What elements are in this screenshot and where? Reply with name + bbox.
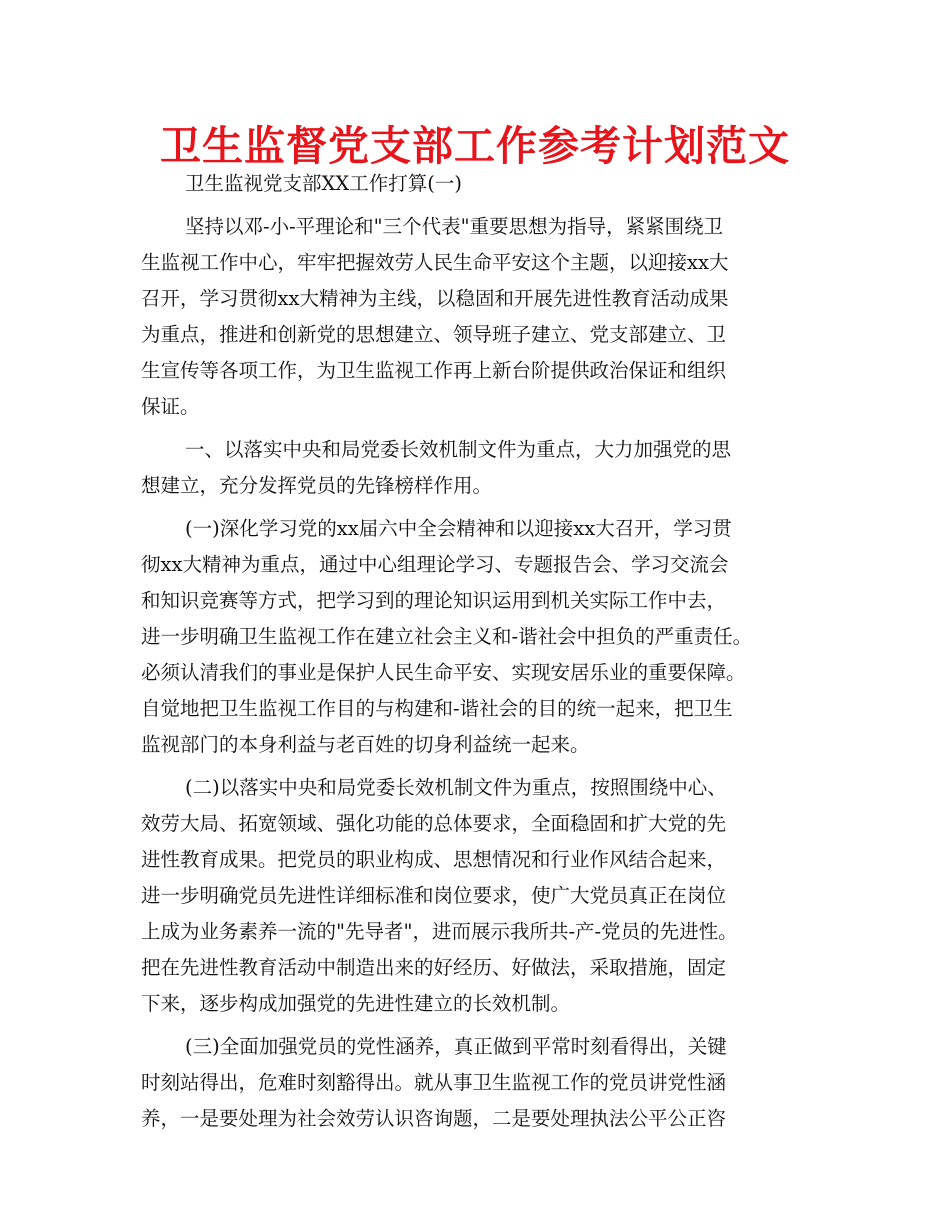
- paragraph: [141, 511, 809, 763]
- paragraph-line: 彻xx大精神为重点，通过中心组理论学习、专题报告会、学习交流会: [141, 553, 729, 576]
- paragraph-line: (三)全面加强党员的党性涵养，真正做到平常时刻看得出，关键: [185, 1035, 727, 1058]
- paragraph-line: 上成为业务素养一流的"先导者"，进而展示我所共-产-党员的先进性。: [141, 920, 738, 943]
- paragraph-line: 把在先进性教育活动中制造出来的好经历、好做法，采取措施，固定: [141, 956, 727, 979]
- paragraph: [141, 432, 809, 504]
- paragraph-line: 生监视工作中心，牢牢把握效劳人民生命平安这个主题，以迎接xx大: [141, 251, 729, 274]
- paragraph-line: 保证。: [141, 395, 200, 418]
- paragraph-line: 想建立，充分发挥党员的先锋榜样作用。: [141, 474, 493, 497]
- paragraph: [141, 209, 809, 425]
- paragraph: [141, 770, 809, 1022]
- paragraph-line: 为重点，推进和创新党的思想建立、领导班子建立、党支部建立、卫: [141, 323, 727, 346]
- paragraph-line: 下来，逐步构成加强党的先进性建立的长效机制。: [141, 992, 571, 1015]
- paragraph-line: (一)深化学习党的xx届六中全会精神和以迎接xx大召开，学习贯: [185, 517, 732, 540]
- paragraph-line: (二)以落实中央和局党委长效机制文件为重点，按照围绕中心、: [185, 776, 727, 799]
- paragraph-line: 自觉地把卫生监视工作目的与构建和-谐社会的目的统一起来，把卫生: [141, 697, 733, 720]
- document-title: 卫生监督党支部工作参考计划范文: [160, 122, 790, 170]
- paragraph-line: 效劳大局、拓宽领域、强化功能的总体要求，全面稳固和扩大党的先: [141, 812, 727, 835]
- paragraph-line: 一、以落实中央和局党委长效机制文件为重点，大力加强党的思: [185, 438, 732, 461]
- paragraph-line: 养，一是要处理为社会效劳认识咨询题，二是要处理执法公平公正咨: [141, 1107, 727, 1130]
- paragraph-line: 和知识竞赛等方式，把学习到的理论知识运用到机关实际工作中去，: [141, 589, 727, 612]
- paragraph-line: 召开，学习贯彻xx大精神为主线，以稳固和开展先进性教育活动成果: [141, 287, 729, 310]
- paragraph-line: 进一步明确党员先进性详细标准和岗位要求，使广大党员真正在岗位: [141, 884, 727, 907]
- paragraph: [141, 1029, 809, 1137]
- paragraph-line: 进一步明确卫生监视工作在建立社会主义和-谐社会中担负的严重责任。: [141, 625, 753, 648]
- document-body: [141, 166, 809, 1137]
- document-subtitle: 卫生监视党支部XX工作打算(一): [185, 172, 462, 195]
- paragraph-line: 必须认清我们的事业是保护人民生命平安、实现安居乐业的重要保障。: [141, 661, 746, 684]
- paragraph-line: 进性教育成果。把党员的职业构成、思想情况和行业作风结合起来，: [141, 848, 727, 871]
- paragraph-line: 坚持以邓-小-平理论和"三个代表"重要思想为指导，紧紧围绕卫: [185, 215, 724, 238]
- paragraph-line: 生宣传等各项工作，为卫生监视工作再上新台阶提供政治保证和组织: [141, 359, 727, 382]
- paragraph-line: 监视部门的本身利益与老百姓的切身利益统一起来。: [141, 733, 590, 756]
- paragraph-line: 时刻站得出，危难时刻豁得出。就从事卫生监视工作的党员讲党性涵: [141, 1071, 727, 1094]
